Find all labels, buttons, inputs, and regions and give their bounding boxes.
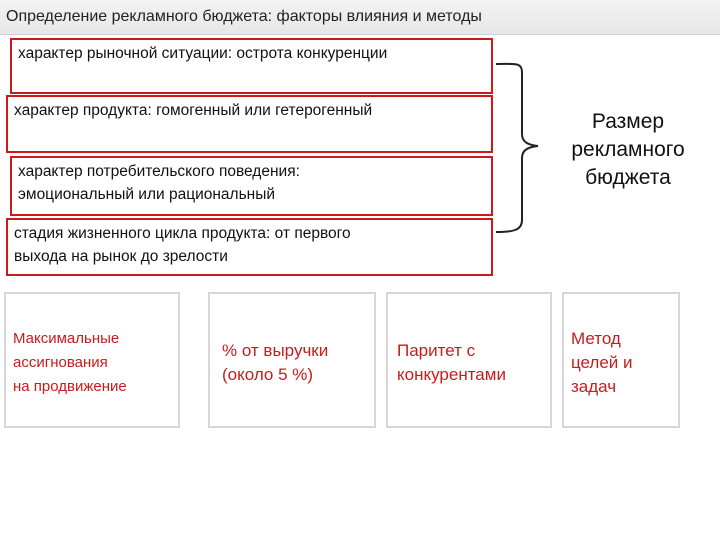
- factor-consumer-behavior: [10, 156, 493, 216]
- method-label: Паритет с конкурентами: [397, 341, 506, 384]
- title-bar: [0, 0, 720, 35]
- page-title: Определение рекламного бюджета: факторы влияния и методы: [6, 8, 482, 25]
- method-max-allocation: [4, 292, 180, 428]
- factor-text: характер рыночной ситуации: острота конкуренции: [18, 45, 388, 62]
- factor-market-situation: [10, 38, 493, 94]
- method-label: Метод целей и задач: [571, 329, 633, 396]
- factor-product-type: [6, 95, 493, 153]
- factor-text: стадия жизненного цикла продукта: от первого выхода на рынок до зрелости: [14, 225, 351, 265]
- method-competitive-parity: [386, 292, 552, 428]
- factor-lifecycle-stage: [6, 218, 493, 276]
- method-objective-task: [562, 292, 680, 428]
- method-percent-revenue: [208, 292, 376, 428]
- curly-bracket-icon: [490, 54, 550, 244]
- budget-size-label: [548, 108, 708, 192]
- method-label: % от выручки (около 5 %): [222, 341, 329, 384]
- budget-size-text: Размер рекламного бюджета: [571, 110, 685, 189]
- method-label: Максимальные ассигнования на продвижение: [13, 330, 127, 395]
- factor-text: характер продукта: гомогенный или гетерогенный: [14, 102, 373, 119]
- factor-text: характер потребительского поведения: эмоциональный или рациональный: [18, 163, 300, 203]
